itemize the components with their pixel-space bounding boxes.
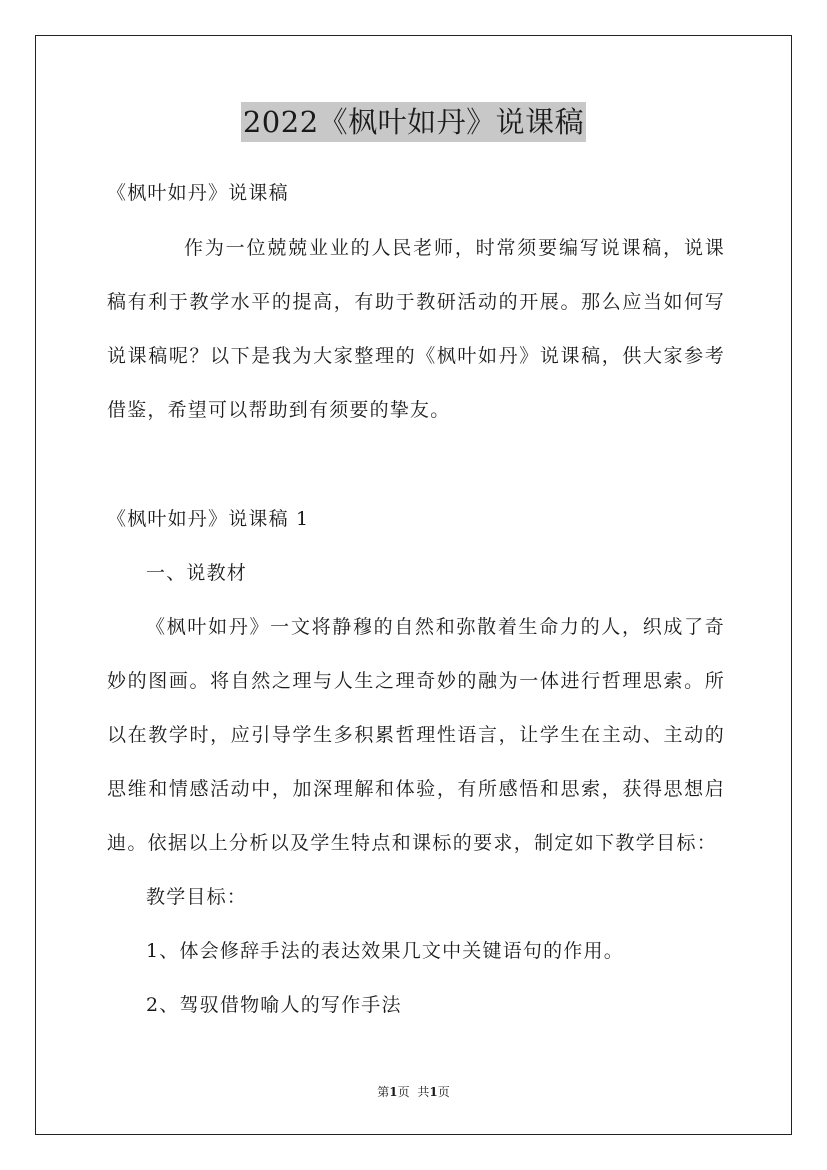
page-number: 1 — [389, 1085, 398, 1099]
intro-line-2: 稿有利于教学水平的提高，有助于教研活动的开展。那么应当如何写 — [107, 291, 725, 313]
intro-line-4: 借鉴，希望可以帮助到有须要的挚友。 — [107, 399, 451, 421]
page-suffix: 页 — [397, 1085, 410, 1099]
total-pages: 1 — [429, 1085, 438, 1099]
total-suffix: 页 — [437, 1085, 450, 1099]
goal-item-2: 2、驾驭借物喻人的写作手法 — [146, 994, 402, 1016]
page-footer — [0, 1084, 827, 1100]
document-subtitle: 《枫叶如丹》说课稿 — [107, 182, 289, 204]
body-line-4: 思维和情感活动中，加深理解和体验，有所感悟和思索，获得思想启 — [107, 778, 725, 800]
page-prefix: 第 — [377, 1085, 390, 1099]
body-line-5: 迪。依据以上分析以及学生特点和课标的要求，制定如下教学目标： — [107, 832, 717, 854]
title-container — [0, 102, 827, 142]
total-prefix: 共 — [417, 1085, 430, 1099]
goals-heading: 教学目标： — [146, 886, 248, 908]
intro-line-3: 说课稿呢？以下是我为大家整理的《枫叶如丹》说课稿，供大家参考 — [107, 345, 725, 367]
intro-line-1: 作为一位兢兢业业的人民老师，时常须要编写说课稿，说课 — [184, 237, 725, 259]
body-line-1: 《枫叶如丹》一文将静穆的自然和弥散着生命力的人，织成了奇 — [146, 616, 725, 638]
document-title: 2022《枫叶如丹》说课稿 — [241, 102, 586, 142]
section-heading: 《枫叶如丹》说课稿 1 — [107, 508, 310, 530]
subsection-heading: 一、说教材 — [146, 562, 248, 584]
body-line-2: 妙的图画。将自然之理与人生之理奇妙的融为一体进行哲理思索。所 — [107, 670, 725, 692]
goal-item-1: 1、体会修辞手法的表达效果几文中关键语句的作用。 — [146, 940, 624, 962]
body-line-3: 以在教学时，应引导学生多积累哲理性语言，让学生在主动、主动的 — [107, 724, 725, 746]
